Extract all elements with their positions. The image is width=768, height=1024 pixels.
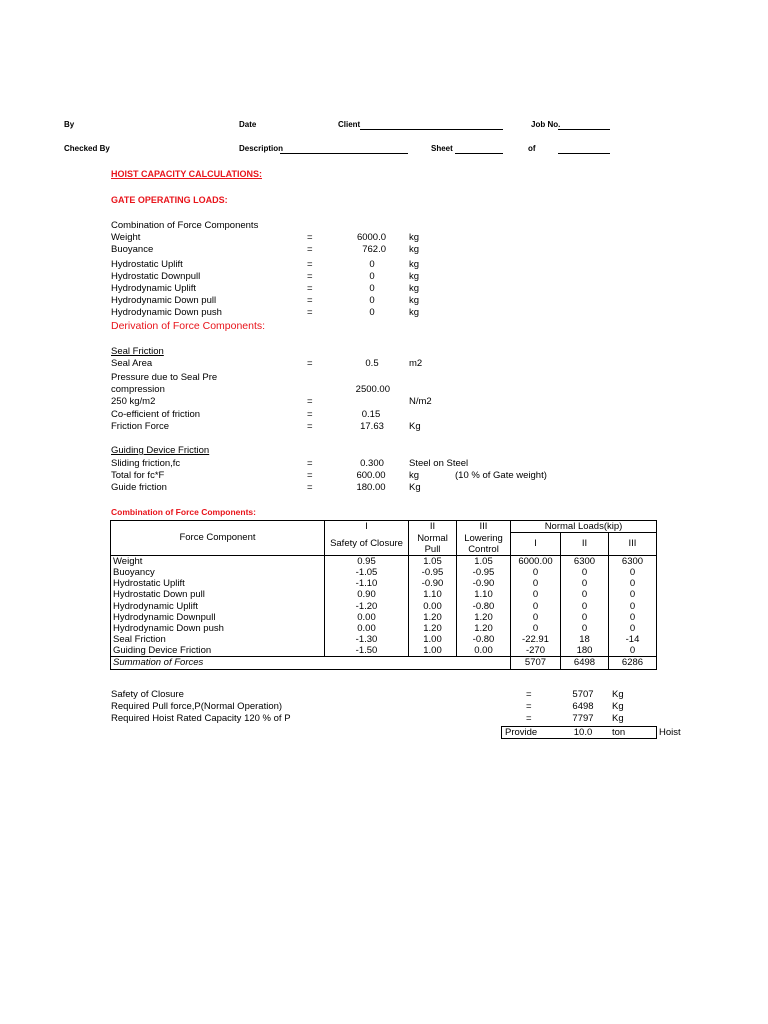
row-n3: 0 — [609, 589, 657, 600]
row-f2: 1.00 — [409, 634, 457, 645]
load-unit: kg — [409, 295, 420, 306]
load-label: Weight — [111, 232, 141, 243]
row-n1: 0 — [511, 589, 561, 600]
load-eq: = — [307, 283, 313, 294]
row-f3: 1.20 — [457, 612, 511, 623]
row-label: Seal Friction — [111, 634, 325, 645]
load-value: 762.0 — [362, 244, 386, 255]
row-n3: 0 — [609, 578, 657, 589]
row-n1: 0 — [511, 612, 561, 623]
description-field-line — [280, 153, 408, 154]
table-row — [111, 589, 658, 600]
row-n3: 0 — [609, 612, 657, 623]
row-n2: 0 — [561, 589, 609, 600]
row-f1: -1.10 — [325, 578, 409, 589]
row-n1: 0 — [511, 578, 561, 589]
load-eq: = — [307, 259, 313, 270]
row-f1: 0.00 — [325, 612, 409, 623]
friction-coefficient-value: 0.15 — [361, 409, 381, 420]
guiding-value: 0.300 — [360, 458, 384, 469]
row-f3: 1.20 — [457, 623, 511, 634]
seal-pressure-value: 2500.00 — [355, 384, 390, 395]
result-label: Safety of Closure — [111, 689, 184, 700]
combination-heading: Combination of Force Components — [111, 220, 259, 231]
normal-loads-header: Normal Loads(kip) — [511, 521, 657, 533]
combination-table-title: Combination of Force Components: — [111, 507, 256, 517]
table-row — [111, 612, 658, 623]
lowering-control-header: Lowering Control — [457, 533, 511, 556]
friction-force-eq: = — [307, 421, 313, 432]
checked-by-label: Checked By — [64, 144, 110, 153]
row-f3: -0.90 — [457, 578, 511, 589]
provide-unit: ton — [612, 727, 626, 738]
by-label: By — [64, 120, 75, 129]
row-n2: 0 — [561, 623, 609, 634]
load-unit: kg — [409, 271, 420, 282]
row-label: Hydrostatic Down pull — [111, 589, 325, 600]
provide-suffix: Hoist — [659, 727, 681, 738]
date-label: Date — [239, 120, 257, 129]
load-label: Hydrostatic Uplift — [111, 259, 183, 270]
friction-force-label: Friction Force — [111, 421, 170, 432]
force-component-header: Force Component — [111, 521, 325, 556]
normal-I-header: I — [511, 533, 561, 556]
row-label: Hydrodynamic Downpull — [111, 612, 325, 623]
summation-label: Summation of Forces — [111, 657, 511, 669]
guiding-unit: kg — [409, 470, 420, 481]
load-eq: = — [307, 295, 313, 306]
client-label: Client — [338, 120, 361, 129]
table-row — [111, 555, 658, 567]
row-f1: 0.95 — [325, 555, 409, 567]
row-n1: 0 — [511, 600, 561, 611]
row-f3: 1.10 — [457, 589, 511, 600]
seal-area-unit: m2 — [409, 358, 423, 369]
row-f2: 1.20 — [409, 623, 457, 634]
load-value: 6000.0 — [356, 232, 386, 243]
result-eq: = — [526, 689, 532, 700]
load-label: Buoyance — [111, 244, 154, 255]
row-n2: 0 — [561, 612, 609, 623]
hoist-capacity-title: HOIST CAPACITY CALCULATIONS: — [111, 169, 262, 179]
row-f1: -1.30 — [325, 634, 409, 645]
load-unit: kg — [409, 232, 420, 243]
row-n1: 0 — [511, 623, 561, 634]
job-no-label: Job No. — [531, 120, 561, 129]
job-no-field-line — [558, 129, 610, 130]
load-eq: = — [307, 244, 313, 255]
row-f2: 1.00 — [409, 645, 457, 657]
row-label: Buoyancy — [111, 567, 325, 578]
guiding-unit: Kg — [409, 482, 421, 493]
row-n1: -270 — [511, 645, 561, 657]
summation-row — [111, 657, 658, 669]
load-value: 0 — [369, 271, 375, 282]
result-unit: Kg — [612, 689, 624, 700]
safety-of-closure-header: Safety of Closure — [325, 533, 409, 556]
result-value: 5707 — [572, 689, 594, 700]
row-f2: 1.05 — [409, 555, 457, 567]
row-f3: -0.80 — [457, 634, 511, 645]
factor-III-header: III — [457, 521, 511, 533]
load-eq: = — [307, 307, 313, 318]
combination-table — [110, 520, 658, 670]
row-f2: -0.95 — [409, 567, 457, 578]
row-f1: -1.20 — [325, 600, 409, 611]
row-n3: 0 — [609, 567, 657, 578]
guiding-eq: = — [307, 458, 313, 469]
row-f1: 0.00 — [325, 623, 409, 634]
result-unit: Kg — [612, 701, 624, 712]
row-f2: 1.20 — [409, 612, 457, 623]
normal-II-header: II — [561, 533, 609, 556]
load-value: 0 — [369, 259, 375, 270]
seal-pressure-unit: N/m2 — [409, 396, 432, 407]
load-unit: kg — [409, 283, 420, 294]
table-row — [111, 634, 658, 645]
normal-III-header: III — [609, 533, 657, 556]
summation-III: 6286 — [609, 657, 657, 669]
provide-value: 10.0 — [573, 727, 593, 738]
sheet-label: Sheet — [431, 144, 453, 153]
row-f2: -0.90 — [409, 578, 457, 589]
row-f2: 1.10 — [409, 589, 457, 600]
provide-label: Provide — [505, 727, 538, 738]
guiding-label: Sliding friction,fc — [111, 458, 181, 469]
friction-coefficient-eq: = — [307, 409, 313, 420]
load-unit: kg — [409, 307, 420, 318]
guiding-value: 180.00 — [356, 482, 386, 493]
table-header-row — [111, 521, 658, 533]
load-value: 0 — [369, 283, 375, 294]
gate-operating-loads-colon: : — [224, 195, 228, 205]
normal-pull-header: Normal Pull — [409, 533, 457, 556]
guiding-label: Total for fc*F — [111, 470, 165, 481]
guiding-eq: = — [307, 482, 313, 493]
table-row — [111, 600, 658, 611]
guiding-friction-heading: Guiding Device Friction — [111, 445, 210, 456]
seal-area-label: Seal Area — [111, 358, 153, 369]
load-label: Hydrodynamic Uplift — [111, 283, 196, 294]
load-label: Hydrostatic Downpull — [111, 271, 201, 282]
guiding-note: (10 % of Gate weight) — [455, 470, 547, 481]
load-eq: = — [307, 271, 313, 282]
load-value: 0 — [369, 295, 375, 306]
seal-pressure-line1: Pressure due to Seal Pre — [111, 372, 218, 383]
guiding-unit: Steel on Steel — [409, 458, 469, 469]
summation-I: 5707 — [511, 657, 561, 669]
client-field-line — [360, 129, 503, 130]
table-row — [111, 578, 658, 589]
guiding-label: Guide friction — [111, 482, 167, 493]
table-row — [111, 623, 658, 634]
row-f1: 0.90 — [325, 589, 409, 600]
row-n2: 0 — [561, 567, 609, 578]
of-field-line — [558, 153, 610, 154]
seal-pressure-line2: compression — [111, 384, 165, 395]
seal-area-value: 0.5 — [365, 358, 379, 369]
row-n3: 0 — [609, 623, 657, 634]
result-eq: = — [526, 713, 532, 724]
row-n2: 18 — [561, 634, 609, 645]
row-n2: 180 — [561, 645, 609, 657]
load-unit: kg — [409, 259, 420, 270]
row-n3: 0 — [609, 645, 657, 657]
row-label: Guiding Device Friction — [111, 645, 325, 657]
row-n3: -14 — [609, 634, 657, 645]
table-row — [111, 645, 658, 657]
table-row — [111, 567, 658, 578]
result-label: Required Hoist Rated Capacity 120 % of P — [111, 713, 291, 724]
row-f2: 0.00 — [409, 600, 457, 611]
guiding-eq: = — [307, 470, 313, 481]
result-unit: Kg — [612, 713, 624, 724]
result-value: 7797 — [572, 713, 594, 724]
result-value: 6498 — [572, 701, 594, 712]
factor-II-header: II — [409, 521, 457, 533]
row-f3: -0.80 — [457, 600, 511, 611]
seal-area-eq: = — [307, 358, 313, 369]
seal-pressure-eq: = — [307, 396, 313, 407]
guiding-value: 600.00 — [356, 470, 386, 481]
row-label: Weight — [111, 555, 325, 567]
row-n3: 6300 — [609, 555, 657, 567]
row-n1: 6000.00 — [511, 555, 561, 567]
row-n1: -22.91 — [511, 634, 561, 645]
row-f3: -0.95 — [457, 567, 511, 578]
description-label: Description — [239, 144, 284, 153]
derivation-heading: Derivation of Force Components: — [111, 320, 266, 332]
result-label: Required Pull force,P(Normal Operation) — [111, 701, 283, 712]
load-unit: kg — [409, 244, 420, 255]
row-n2: 0 — [561, 600, 609, 611]
seal-friction-heading: Seal Friction — [111, 346, 164, 357]
row-f1: -1.05 — [325, 567, 409, 578]
row-f3: 1.05 — [457, 555, 511, 567]
row-label: Hydrodynamic Uplift — [111, 600, 325, 611]
row-n2: 0 — [561, 578, 609, 589]
gate-operating-loads-text: GATE OPERATING LOADS — [111, 195, 225, 205]
of-label: of — [528, 144, 536, 153]
row-f1: -1.50 — [325, 645, 409, 657]
friction-force-unit: Kg — [409, 421, 421, 432]
friction-coefficient-label: Co-efficient of friction — [111, 409, 201, 420]
row-label: Hydrostatic Uplift — [111, 578, 325, 589]
load-value: 0 — [369, 307, 375, 318]
result-eq: = — [526, 701, 532, 712]
seal-pressure-line3: 250 kg/m2 — [111, 396, 156, 407]
friction-force-value: 17.63 — [360, 421, 384, 432]
summation-II: 6498 — [561, 657, 609, 669]
row-n1: 0 — [511, 567, 561, 578]
factor-I-header: I — [325, 521, 409, 533]
row-f3: 0.00 — [457, 645, 511, 657]
gate-operating-loads-title — [111, 195, 228, 205]
row-label: Hydrodynamic Down push — [111, 623, 325, 634]
load-label: Hydrodynamic Down pull — [111, 295, 217, 306]
load-label: Hydrodynamic Down push — [111, 307, 222, 318]
load-eq: = — [307, 232, 313, 243]
row-n3: 0 — [609, 600, 657, 611]
sheet-field-line — [455, 153, 503, 154]
row-n2: 6300 — [561, 555, 609, 567]
